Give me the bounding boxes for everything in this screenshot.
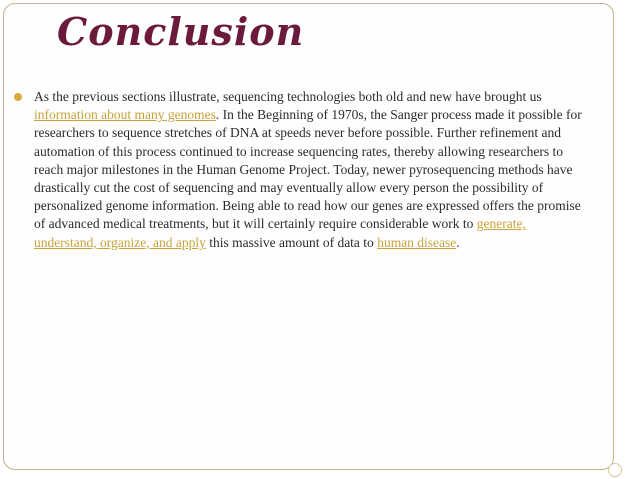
- paragraph-text-4: .: [456, 234, 460, 250]
- link-genomes[interactable]: information about many genomes: [34, 107, 216, 123]
- bullet-icon: [14, 93, 22, 101]
- link-human-disease[interactable]: human disease: [377, 234, 457, 250]
- corner-dot: [608, 463, 622, 477]
- conclusion-paragraph: [34, 88, 586, 252]
- link-generate-understand[interactable]: generate, understand, organize, and apply: [34, 216, 526, 250]
- slide-title: Conclusion: [57, 9, 305, 54]
- paragraph-text-1: As the previous sections illustrate, sequencing technologies both old and new have brought us: [34, 89, 542, 104]
- paragraph-text-2: . In the Beginning of 1970s, the Sanger process made it possible for researchers to sequence stretches of DNA at speeds never before possible. Further refinement and automation of this process continued to increase sequencing rates, thereby allowing researchers to reach major milestones in the Human Genome Project. Today, newer pyrosequencing methods have drastically cut the cost of sequencing and may eventually allow every person the possibility of personalized genome information. Being able to read how our genes are expressed offers the promise of advanced medical treatments, but it will certainly require considerable work to: [34, 107, 582, 232]
- bullet-list: [14, 88, 586, 252]
- paragraph-text-3: this massive amount of data to: [205, 234, 378, 250]
